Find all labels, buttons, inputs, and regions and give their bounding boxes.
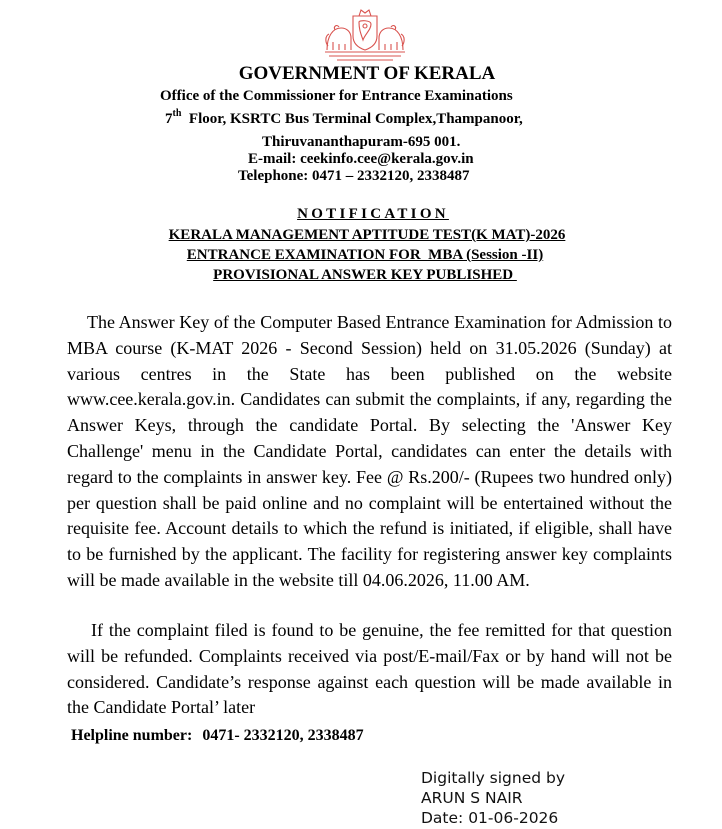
address-line-1	[165, 108, 523, 128]
email-line: E-mail: ceekinfo.cee@kerala.gov.in	[248, 151, 474, 167]
digital-signature	[421, 768, 565, 828]
signer-name: ARUN S NAIR	[421, 789, 523, 807]
kerala-state-emblem-icon	[323, 6, 407, 62]
telephone-line: Telephone: 0471 – 2332120, 2338487	[238, 168, 470, 184]
notification-title-line-1: KERALA MANAGEMENT APTITUDE TEST(K MAT)-2026	[168, 227, 566, 243]
floor-number: 7	[165, 111, 173, 127]
notification-heading: NOTIFICATION	[297, 206, 449, 222]
signature-date: Date: 01-06-2026	[421, 809, 559, 827]
body-paragraph-2: If the complaint filed is found to be genuine, the fee remitted for that question will be refunded. Complaints received via post/E-mail/Fax or by hand will not be considered. Candidate’s response against each question will be made available in the Candidate Portal’ later	[67, 620, 672, 718]
helpline-numbers: 0471- 2332120, 2338487	[202, 727, 364, 744]
address-line-2: Thiruvananthapuram-695 001.	[262, 134, 461, 150]
body-paragraph-1: The Answer Key of the Computer Based Entrance Examination for Admission to MBA course (K-MAT 2026 - Second Session) held on 31.05.2026 (Sunday) at various centres in the State has been published on the website www.cee.kerala.gov.in. Candidates can submit the complaints, if any, regarding the Answer Keys, through the candidate Portal. By selecting the 'Answer Key Challenge' menu in the Candidate Portal, candidates can enter the details with regard to the complaints in answer key. Fee @ Rs.200/- (Rupees two hundred only) per question shall be paid online and no complaint will be entertained without the requisite fee. Account details to which the refund is initiated, if eligible, shall have to be furnished by the applicant. The facility for registering answer key complaints will be made available in the website till 04.06.2026, 11.00 AM.	[67, 312, 672, 590]
government-title: GOVERNMENT OF KERALA	[238, 63, 496, 84]
address-text: Floor, KSRTC Bus Terminal Complex,Thampanoor,	[188, 111, 523, 127]
notification-title-line-3: PROVISIONAL ANSWER KEY PUBLISHED	[213, 267, 517, 283]
signature-caption: Digitally signed by	[421, 769, 566, 787]
notification-title-line-2: ENTRANCE EXAMINATION FOR MBA (Session -II)	[186, 247, 544, 263]
helpline	[71, 727, 370, 745]
helpline-label: Helpline number:	[71, 727, 193, 744]
office-name: Office of the Commissioner for Entrance Examinations	[160, 88, 513, 104]
floor-suffix: th	[172, 108, 182, 119]
